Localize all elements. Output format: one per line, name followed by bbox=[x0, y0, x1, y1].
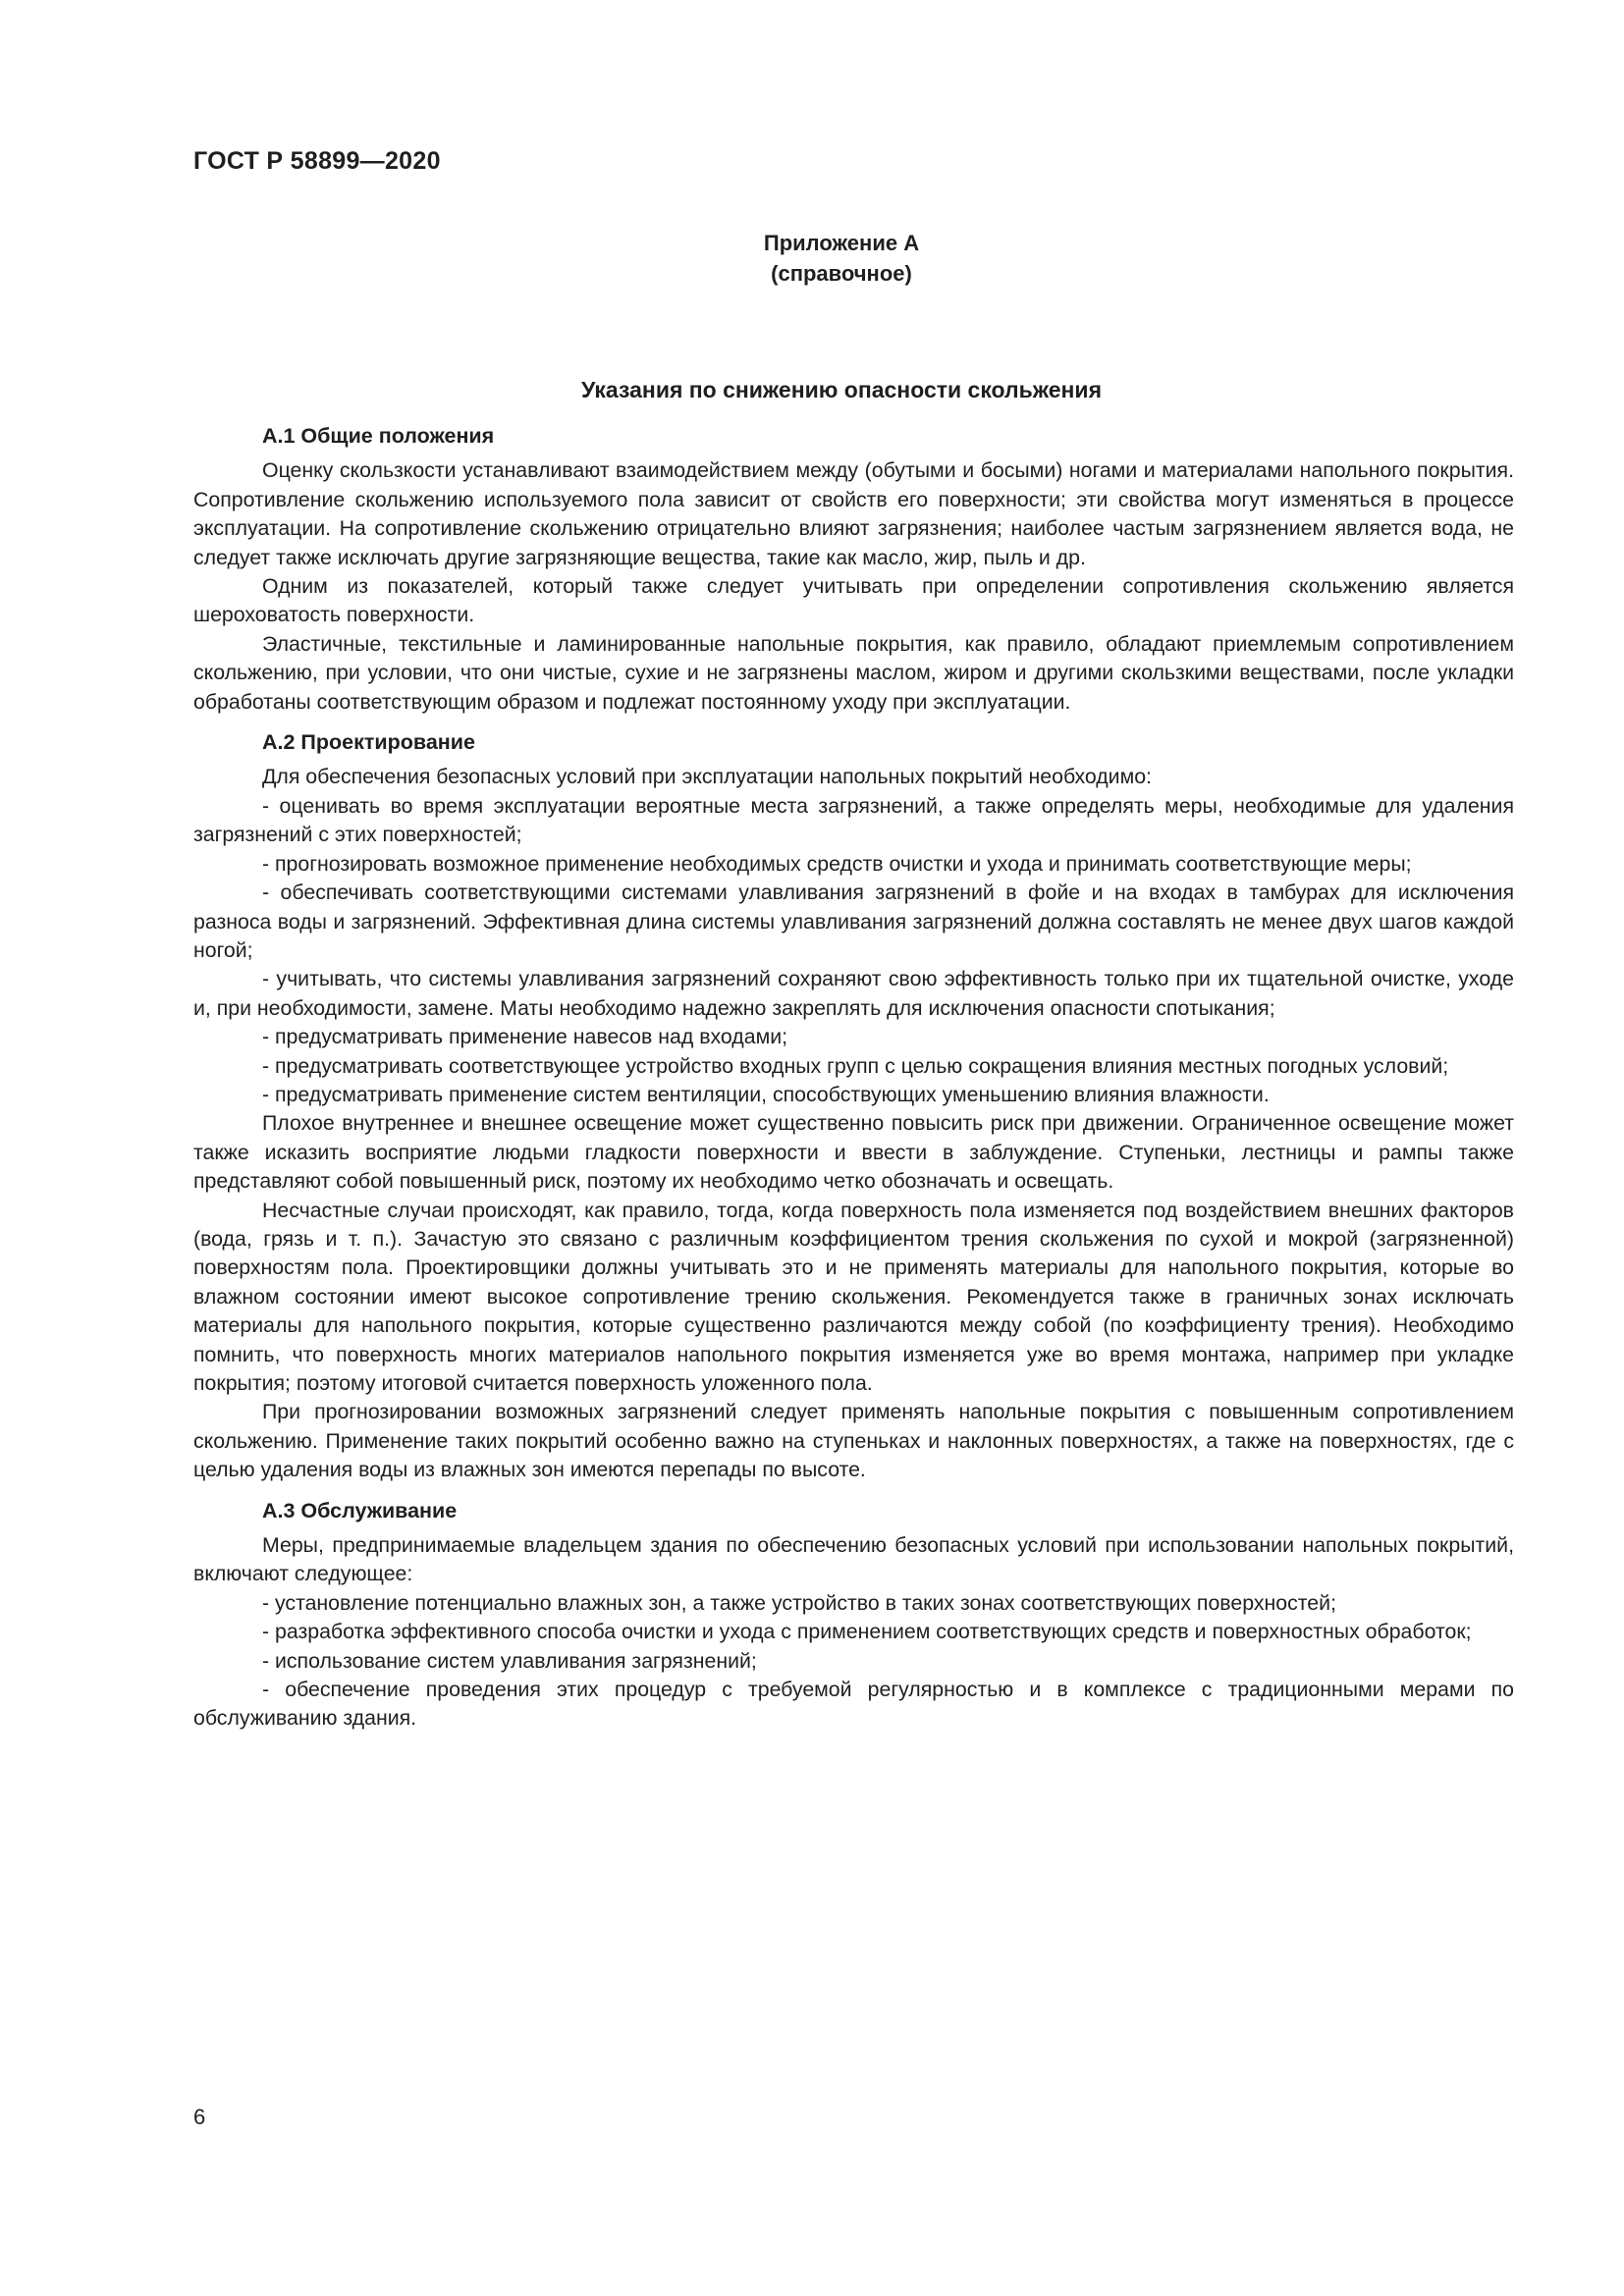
paragraph: Плохое внутреннее и внешнее освещение может существенно повысить риск при движении. Ограниченное освещение может также исказить восприятие людьми гладкости поверхности и ввести в заблуждение. Ступеньки, лестницы и рампы также представляют собой повышенный риск, поэтому их необходимо четко обозначать и освещать. bbox=[193, 1111, 1514, 1194]
paragraph: При прогнозировании возможных загрязнений следует применять напольные покрытия с повышенным сопротивлением скольжению. Применение таких покрытий особенно важно на ступеньках и наклонных поверхностях, а также на поверхностях, где с целью удаления воды из влажных зон имеются перепады по высоте. bbox=[193, 1400, 1514, 1482]
section-heading: А.2 Проектирование bbox=[262, 730, 475, 755]
list-item: - учитывать, что системы улавливания загрязнений сохраняют свою эффективность только при их тщательной очистке, уходе и, при необходимости, замене. Маты необходимо надежно закреплять для исключения опасности спотыкания; bbox=[193, 967, 1514, 1020]
list-item: - оценивать во время эксплуатации вероятные места загрязнений, а также определять меры, необходимые для удаления загрязнений с этих поверхностей; bbox=[193, 793, 1514, 847]
page-number: 6 bbox=[193, 2105, 206, 2129]
appendix-status: (справочное) bbox=[771, 261, 912, 286]
section-maintenance bbox=[193, 1497, 1514, 1734]
paragraph: Оценку скользкости устанавливают взаимодействием между (обутыми и босыми) ногами и материалами напольного покрытия. Сопротивление скольжению используемого пола зависит от свойств его поверхности; эти свойства могут изменяться в процессе эксплуатации. На сопротивление скольжению отрицательно влияют загрязнения; наиболее частым загрязнением является вода, не следует также исключать другие загрязняющие вещества, такие как масло, жир, пыль и др. bbox=[193, 458, 1514, 569]
list-item: - обеспечивать соответствующими системами улавливания загрязнений в фойе и на входах в тамбурах для исключения разноса воды и загрязнений. Эффективная длина системы улавливания загрязнений должна составлять не менее двух шагов каждой ногой; bbox=[193, 881, 1514, 962]
section-heading: А.1 Общие положения bbox=[262, 424, 495, 448]
paragraph: Меры, предпринимаемые владельцем здания по обеспечению безопасных условий при использовании напольных покрытий, включают следующее: bbox=[193, 1533, 1514, 1586]
section-general bbox=[193, 422, 1514, 717]
paragraph: Одним из показателей, который также следует учитывать при определении сопротивления скольжению является шероховатость поверхности. bbox=[193, 574, 1514, 627]
list-item: - предусматривать применение систем вентиляции, способствующих уменьшению влияния влажности. bbox=[262, 1082, 1270, 1106]
appendix-label: Приложение А bbox=[763, 231, 920, 255]
document-body bbox=[193, 422, 1514, 1745]
section-heading: А.3 Обслуживание bbox=[262, 1498, 458, 1522]
list-item: - установление потенциально влажных зон, а также устройство в таких зонах соответствующих поверхностей; bbox=[262, 1590, 1336, 1615]
section-design bbox=[193, 728, 1514, 1485]
list-item: - использование систем улавливания загрязнений; bbox=[262, 1648, 757, 1673]
paragraph: Несчастные случаи происходят, как правило, тогда, когда поверхность пола изменяется под воздействием внешних факторов (вода, грязь и т. п.). Зачастую это связано с различным коэффициентом трения скольжения по сухой и мокрой (загрязненной) поверхностям пола. Проектировщики должны учитывать это и не применять материалы для напольного покрытия, которые во влажном состоянии имеют высокое сопротивление трению скольжения. Рекомендуется также в граничных зонах исключать материалы для напольного покрытия, которые существенно различаются между собой (по коэффициенту трения). Необходимо помнить, что поверхность многих материалов напольного покрытия изменяется уже во время монтажа, например при укладке покрытия; поэтому итоговой считается поверхность уложенного пола. bbox=[193, 1198, 1514, 1395]
list-item: - обеспечение проведения этих процедур с требуемой регулярностью и в комплексе с традиционными мерами по обслуживанию здания. bbox=[193, 1678, 1514, 1731]
paragraph: Эластичные, текстильные и ламинированные напольные покрытия, как правило, обладают приемлемым сопротивлением скольжению, при условии, что они чистые, сухие и не загрязнены маслом, жиром и другими скользкими веществами, после укладки обработаны соответствующим образом и подлежат постоянному уходу при эксплуатации. bbox=[193, 631, 1514, 714]
appendix-heading bbox=[0, 228, 1624, 289]
list-item: - разработка эффективного способа очистки и ухода с применением соответствующих средств и поверхностных обработок; bbox=[262, 1620, 1472, 1644]
list-item: - предусматривать соответствующее устройство входных групп с целью сокращения влияния местных погодных условий; bbox=[262, 1053, 1449, 1078]
appendix-title: Указания по снижению опасности скольжения bbox=[580, 377, 1102, 402]
list-item: - прогнозировать возможное применение необходимых средств очистки и ухода и принимать соответствующие меры; bbox=[262, 851, 1412, 876]
paragraph: Для обеспечения безопасных условий при эксплуатации напольных покрытий необходимо: bbox=[262, 765, 1152, 789]
document-id: ГОСТ Р 58899—2020 bbox=[193, 147, 441, 175]
list-item: - предусматривать применение навесов над входами; bbox=[262, 1025, 788, 1049]
